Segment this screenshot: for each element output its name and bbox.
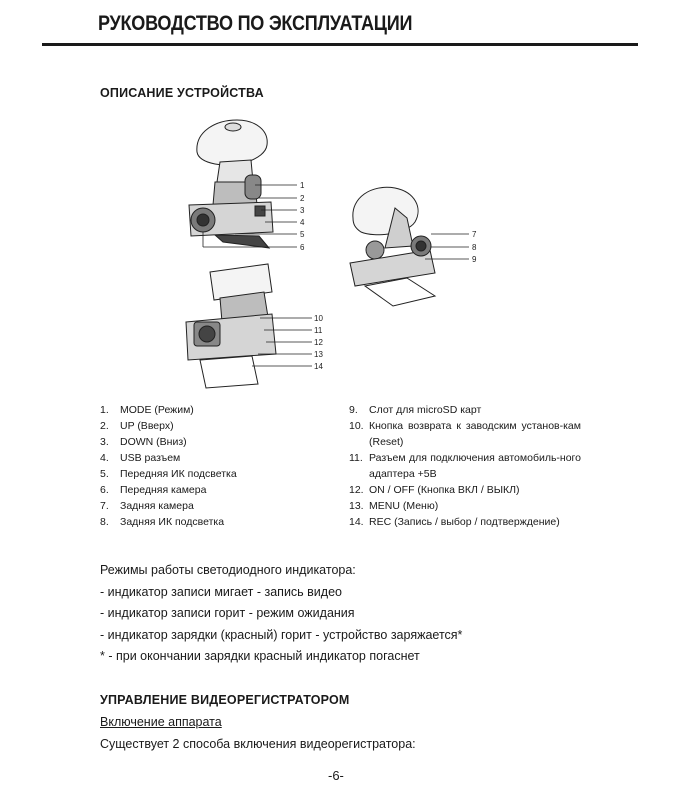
- led-mode-item: - индикатор зарядки (красный) горит - устройство заряжается*: [100, 627, 463, 642]
- page-header-title: РУКОВОДСТВО ПО ЭКСПЛУАТАЦИИ: [98, 12, 413, 35]
- legend-item: 11. Разъем для подключения автомобиль-ного адаптера +5В: [349, 452, 581, 480]
- page-number: -6-: [328, 768, 344, 783]
- legend-item: 10. Кнопка возврата к заводским установ-кам (Reset): [349, 420, 581, 448]
- callout-label: 14: [314, 362, 323, 371]
- device-rear-view-figure: [335, 168, 485, 313]
- callout-label: 8: [472, 243, 477, 252]
- callout-label: 2: [300, 194, 305, 203]
- callout-label: 5: [300, 230, 305, 239]
- control-heading: УПРАВЛЕНИЕ ВИДЕОРЕГИСТРАТОРОМ: [100, 693, 350, 707]
- callout-label: 12: [314, 338, 323, 347]
- legend-item: 1. MODE (Режим): [100, 404, 194, 416]
- legend-left: [100, 402, 325, 530]
- callout-label: 1: [300, 181, 305, 190]
- legend-item: 6. Передняя камера: [100, 484, 207, 496]
- device-front-view-figure: [175, 110, 315, 260]
- legend-item: 4. USB разъем: [100, 452, 181, 464]
- callout-label: 6: [300, 243, 305, 252]
- legend-item: 8. Задняя ИК подсветка: [100, 516, 225, 528]
- led-mode-item: - индикатор записи горит - режим ожидания: [100, 606, 355, 620]
- legend-item: 5. Передняя ИК подсветка: [100, 468, 237, 480]
- header-rule: [42, 43, 638, 46]
- device-description-heading: ОПИСАНИЕ УСТРОЙСТВА: [100, 86, 264, 100]
- callout-label: 3: [300, 206, 305, 215]
- legend-item: 13. MENU (Меню): [349, 500, 439, 512]
- callout-label: 10: [314, 314, 323, 323]
- legend-right: [349, 402, 581, 530]
- callout-label: 13: [314, 350, 323, 359]
- led-mode-item: - индикатор записи мигает - запись видео: [100, 584, 342, 599]
- callout-label: 9: [472, 255, 477, 264]
- led-mode-footnote: * - при окончании зарядки красный индикатор погаснет: [100, 649, 420, 663]
- legend-item: 3. DOWN (Вниз): [100, 436, 187, 448]
- callout-label: 7: [472, 230, 477, 239]
- legend-item: 7. Задняя камера: [100, 500, 194, 512]
- callout-label: 4: [300, 218, 305, 227]
- legend-item: 9. Слот для microSD карт: [349, 404, 482, 416]
- callout-label: 11: [314, 326, 323, 335]
- legend-item: 14. REC (Запись / выбор / подтверждение): [349, 516, 560, 528]
- legend-item: 2. UP (Вверх): [100, 420, 174, 432]
- legend-item: 12. ON / OFF (Кнопка ВКЛ / ВЫКЛ): [349, 484, 520, 496]
- power-on-text: Существует 2 способа включения видеорегистратора:: [100, 737, 416, 751]
- led-modes-block: [100, 560, 462, 668]
- device-bottom-view-figure: [180, 262, 330, 397]
- led-modes-intro: Режимы работы светодиодного индикатора:: [100, 563, 356, 577]
- power-on-subheading: Включение аппарата: [100, 715, 222, 729]
